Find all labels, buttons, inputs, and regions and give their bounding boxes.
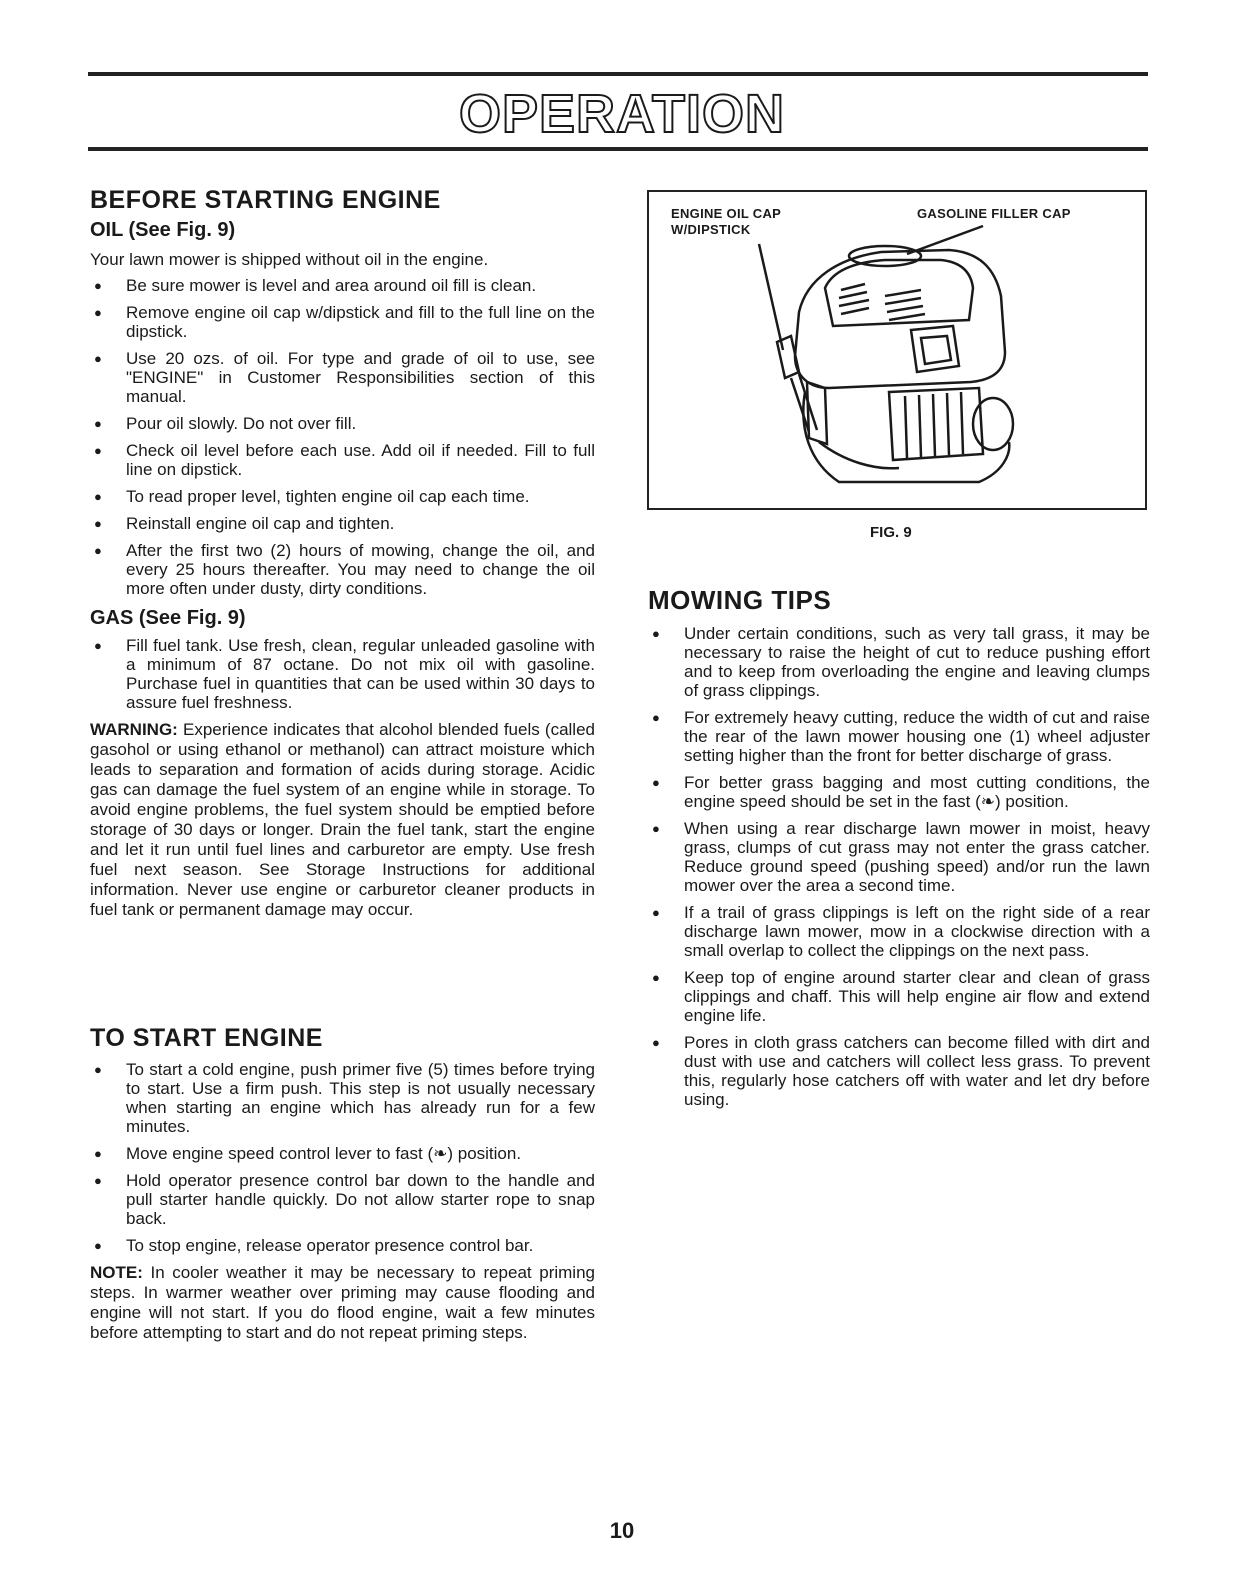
list-item: ● Remove engine oil cap w/dipstick and fill to the full line on the dipstick. <box>94 303 595 341</box>
list-item: ● To start a cold engine, push primer five (5) times before trying to start. Use a firm push. This step is not usually necessary when starting an engine which has already run for a few minutes. <box>94 1060 595 1136</box>
to-start-section <box>90 1024 595 1343</box>
note-label: NOTE: <box>90 1263 143 1282</box>
list-item: ● When using a rear discharge lawn mower in moist, heavy grass, clumps of cut grass may not enter the grass catcher. Reduce ground speed (pushing speed) and/or run the lawn mower over the area a second time. <box>652 819 1150 895</box>
label-gasoline-filler-cap: GASOLINE FILLER CAP <box>917 206 1071 221</box>
list-item: ● Pour oil slowly. Do not over fill. <box>94 414 357 433</box>
list-item: ● Fill fuel tank. Use fresh, clean, regular unleaded gasoline with a minimum of 87 octane. Do not mix oil with gasoline. Purchase fuel in quantities that can be used within 30 days to assure fuel freshness. <box>94 636 595 712</box>
list-item: ● For better grass bagging and most cutting conditions, the engine speed should be set in the fast (❧) position. <box>652 773 1150 811</box>
list-item: ● For extremely heavy cutting, reduce the width of cut and raise the rear of the lawn mower housing one (1) wheel adjuster setting higher than the front for better discharge of grass. <box>652 708 1150 765</box>
bullet-icon: ● <box>94 305 102 320</box>
bullet-icon: ● <box>652 970 660 985</box>
bullet-icon: ● <box>94 638 102 653</box>
warning-text: Experience indicates that alcohol blended fuels (called gasohol or using ethanol or methanol) can attract moisture which leads to separation and formation of acids during storage. Acidic gas can damage the fuel system of an engine while in storage. To avoid engine problems, the fuel system should be emptied before storage of 30 days or longer. Drain the fuel tank, start the engine and let it run until fuel lines and carburetor are empty. Use fresh fuel next season. See Storage Instructions for additional information. Never use engine or carburetor cleaner products in fuel tank or permanent damage may occur. <box>90 720 595 919</box>
bullet-icon: ● <box>652 710 660 725</box>
bullet-icon: ● <box>94 278 102 293</box>
bullet-icon: ● <box>94 543 102 558</box>
list-item: ● Keep top of engine around starter clear and clean of grass clippings and chaff. This will help engine air flow and extend engine life. <box>652 968 1150 1025</box>
list-item: ● Hold operator presence control bar down to the handle and pull starter handle quickly. Do not allow starter rope to snap back. <box>94 1171 595 1228</box>
to-start-heading: TO START ENGINE <box>90 1024 323 1052</box>
page-title: OPERATION <box>458 84 785 144</box>
figure-caption: FIG. 9 <box>870 524 912 541</box>
bullet-icon: ● <box>94 351 102 366</box>
mowing-tips-heading: MOWING TIPS <box>648 585 832 615</box>
list-item: ● To read proper level, tighten engine oil cap each time. <box>94 487 530 506</box>
gas-heading: GAS (See Fig. 9) <box>90 607 246 629</box>
to-start-bullet-list <box>90 1060 595 1255</box>
gas-warning <box>90 720 595 920</box>
header-rule-bottom <box>88 147 1148 151</box>
bullet-icon: ● <box>652 775 660 790</box>
before-starting-section <box>90 186 595 920</box>
bullet-icon: ● <box>94 416 102 431</box>
bullet-icon: ● <box>94 1062 102 1077</box>
bullet-icon: ● <box>94 1173 102 1188</box>
start-note <box>90 1263 595 1343</box>
mowing-tips-list <box>648 624 1150 1109</box>
figure-9 <box>647 190 1147 510</box>
list-item: ● After the first two (2) hours of mowing, change the oil, and every 25 hours thereafter. You may need to change the oil more often under dusty, dirty conditions. <box>94 541 595 598</box>
label-dipstick: W/DIPSTICK <box>671 222 751 237</box>
bullet-icon: ● <box>94 1146 102 1161</box>
page-number: 10 <box>609 1518 635 1543</box>
oil-heading: OIL (See Fig. 9) <box>90 219 236 241</box>
bullet-icon: ● <box>652 821 660 836</box>
before-starting-heading: BEFORE STARTING ENGINE <box>90 186 441 214</box>
warning-label: WARNING: <box>90 720 178 739</box>
list-item: ● Use 20 ozs. of oil. For type and grade of oil to use, see "ENGINE" in Customer Responsibilities section of this manual. <box>94 349 595 406</box>
engine-illustration <box>649 192 1145 508</box>
oil-bullet-list <box>90 276 595 598</box>
list-item: ● Be sure mower is level and area around oil fill is clean. <box>94 276 537 295</box>
list-item: ● If a trail of grass clippings is left on the right side of a rear discharge lawn mower, mow in a clockwise direction with a small overlap to collect the clippings on the next pass. <box>652 903 1150 960</box>
note-text: In cooler weather it may be necessary to repeat priming steps. In warmer weather over priming may cause flooding and engine will not start. If you do flood engine, wait a few minutes before attempting to start and do not repeat priming steps. <box>90 1263 595 1342</box>
bullet-icon: ● <box>652 626 660 641</box>
list-item: ● Under certain conditions, such as very tall grass, it may be necessary to raise the height of cut to reduce pushing effort and to keep from overloading the engine and leaving clumps of grass clippings. <box>652 624 1150 700</box>
bullet-icon: ● <box>652 1035 660 1050</box>
list-item: ● Check oil level before each use. Add oil if needed. Fill to full line on dipstick. <box>94 441 595 479</box>
bullet-icon: ● <box>94 443 102 458</box>
list-item: ● Move engine speed control lever to fast (❧) position. <box>94 1144 522 1163</box>
bullet-icon: ● <box>94 1238 102 1253</box>
bullet-icon: ● <box>652 905 660 920</box>
oil-intro: Your lawn mower is shipped without oil in the engine. <box>90 250 489 269</box>
gas-bullet-list <box>90 636 595 712</box>
header-rule-top <box>88 72 1148 76</box>
bullet-icon: ● <box>94 489 102 504</box>
label-engine-oil-cap: ENGINE OIL CAP <box>671 206 782 221</box>
bullet-icon: ● <box>94 516 102 531</box>
list-item: ● Pores in cloth grass catchers can become filled with dirt and dust with use and catchers will collect less grass. To prevent this, regularly hose catchers off with water and let dry before using. <box>652 1033 1150 1109</box>
right-column <box>648 586 1150 1117</box>
list-item: ● To stop engine, release operator presence control bar. <box>94 1236 534 1255</box>
list-item: ● Reinstall engine oil cap and tighten. <box>94 514 395 533</box>
